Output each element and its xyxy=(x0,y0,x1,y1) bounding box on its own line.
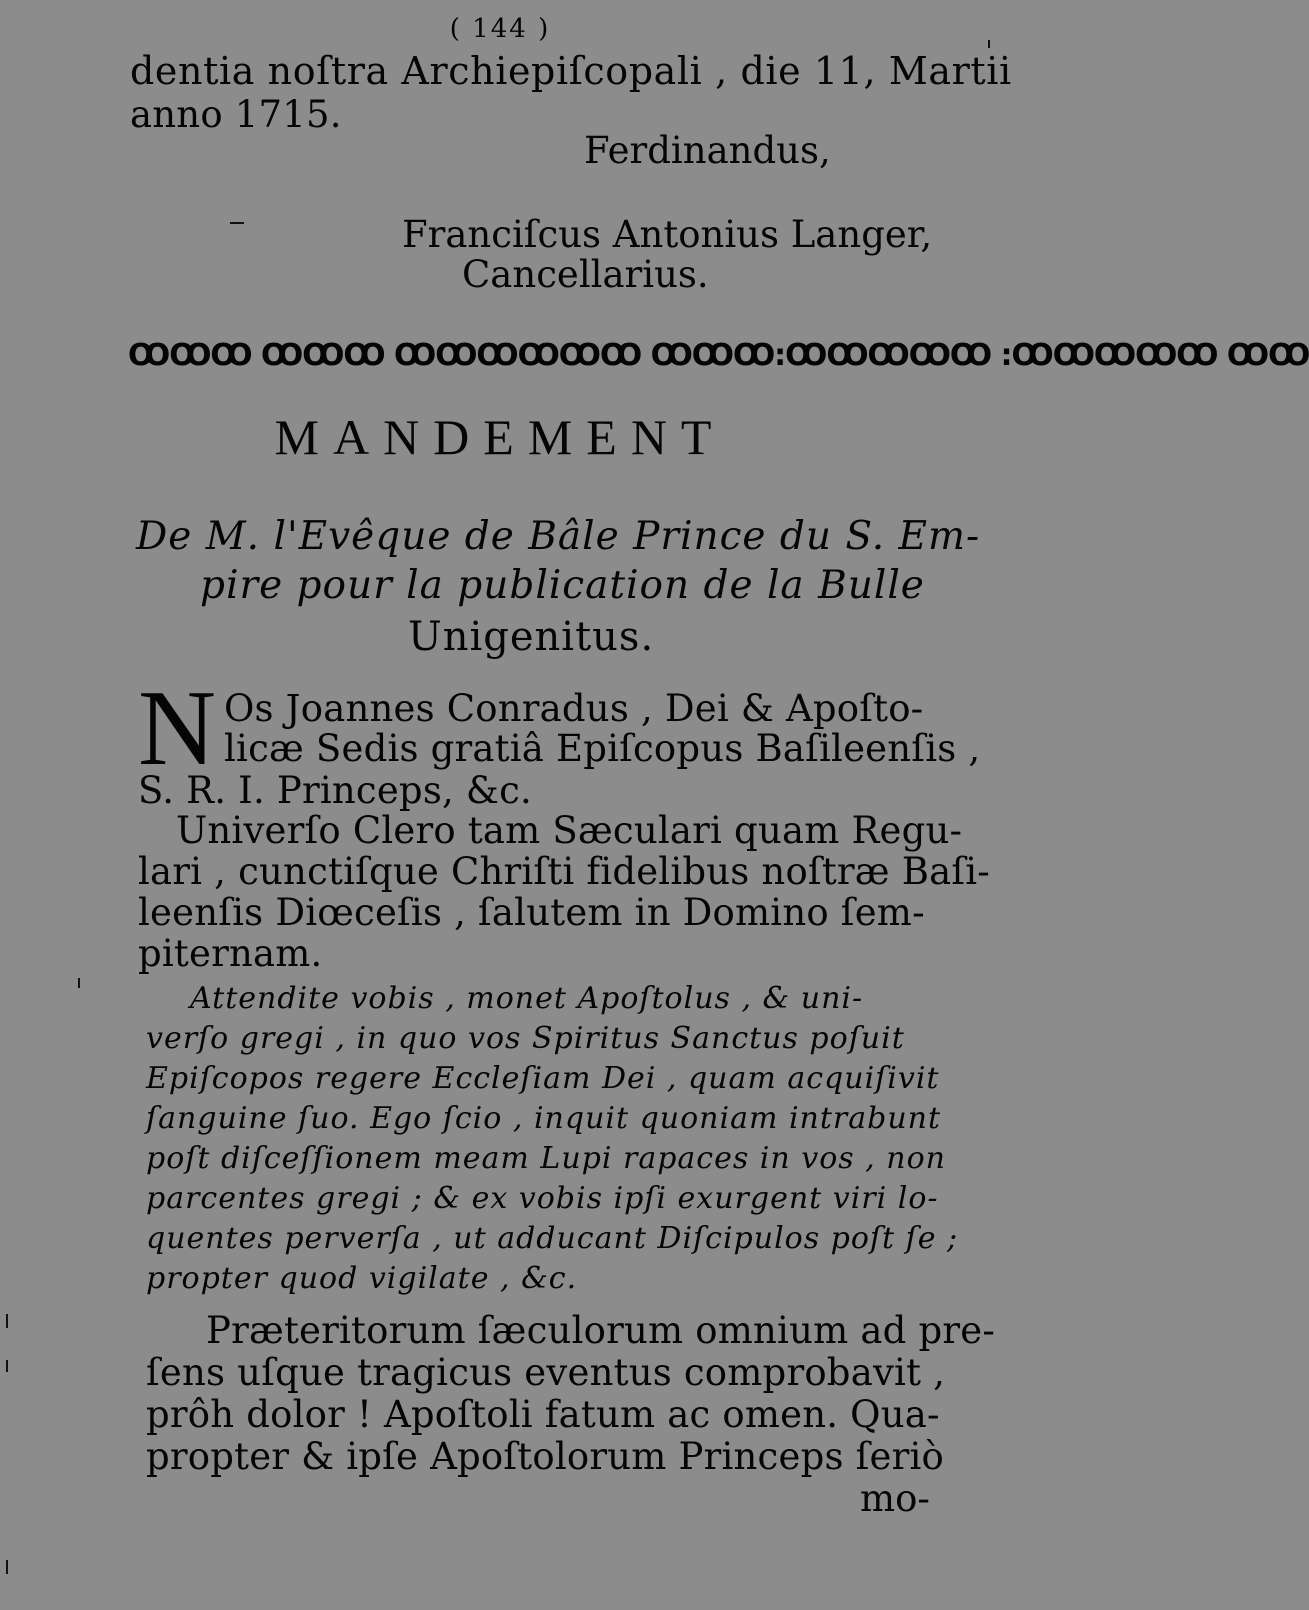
text-line: Epiſcopos regere Eccleſiam Dei , quam acquiſivit xyxy=(146,1061,940,1096)
page-number: ( 144 ) xyxy=(449,14,551,44)
subheading-line: Unigenitus. xyxy=(408,614,655,660)
text-line: Præteritorum ſæculorum omnium ad pre- xyxy=(206,1309,996,1352)
decorative-ornament-rule: ꝎꝎꝎ ꝎꝎꝎ ꝎꝎꝎꝎꝎꝎ ꝎꝎꝎ:ꝎꝎꝎꝎꝎ :ꝎꝎꝎꝎꝎ ꝎꝎ xyxy=(128,338,1309,373)
section-heading: MANDEMENT xyxy=(274,409,726,465)
text-line: propter & ipſe Apoſtolorum Princeps ſeriò xyxy=(146,1435,944,1478)
text-line: Univerſo Clero tam Sæculari quam Regu- xyxy=(176,809,963,852)
catchword: mo- xyxy=(860,1477,930,1520)
text-line: piternam. xyxy=(138,932,323,975)
scan-speck xyxy=(6,1360,8,1372)
text-line: anno 1715. xyxy=(130,93,342,136)
scan-speck xyxy=(78,978,80,988)
text-line: poſt diſceſſionem meam Lupi rapaces in vos , non xyxy=(146,1141,946,1176)
scan-speck xyxy=(230,222,244,224)
text-line: ſanguine ſuo. Ego ſcio , inquit quoniam intrabunt xyxy=(146,1101,942,1136)
text-line: propter quod vigilate , &c. xyxy=(146,1261,578,1296)
text-line: Attendite vobis , monet Apoſtolus , & uni- xyxy=(190,981,864,1016)
text-line: parcentes gregi ; & ex vobis ipſi exurgent viri lo- xyxy=(146,1181,939,1216)
drop-capital: N xyxy=(138,669,216,788)
signature-title: Cancellarius. xyxy=(462,253,709,296)
text-line: dentia noſtra Archiepiſcopali , die 11, Martii xyxy=(130,49,1012,93)
text-line: Os Joannes Conradus , Dei & Apoſto- xyxy=(224,687,924,730)
subheading-line: pire pour la publication de la Bulle xyxy=(200,563,925,608)
scan-speck xyxy=(6,1314,8,1328)
text-line: ſens uſque tragicus eventus comprobavit , xyxy=(146,1351,946,1394)
text-line: licæ Sedis gratiâ Epiſcopus Baſileenſis , xyxy=(224,727,981,770)
scan-speck xyxy=(988,40,990,48)
text-line: lari , cunctiſque Chriſti fidelibus noſtræ Baſi- xyxy=(138,850,991,893)
text-line: leenſis Diœceſis , ſalutem in Domino ſem- xyxy=(138,891,925,934)
signature-name: Franciſcus Antonius Langer, xyxy=(402,213,933,256)
text-line: quentes perverſa , ut adducant Diſcipulos poſt ſe ; xyxy=(146,1221,959,1256)
text-line: prôh dolor ! Apoſtoli fatum ac omen. Qua- xyxy=(146,1393,940,1436)
subheading-line: De M. l'Evêque de Bâle Prince du S. Em- xyxy=(136,514,981,559)
text-line: S. R. I. Princeps, &c. xyxy=(138,769,532,812)
signature-name: Ferdinandus, xyxy=(584,129,831,172)
text-line: verſo gregi , in quo vos Spiritus Sanctus poſuit xyxy=(146,1021,905,1056)
scan-speck xyxy=(6,1560,8,1574)
